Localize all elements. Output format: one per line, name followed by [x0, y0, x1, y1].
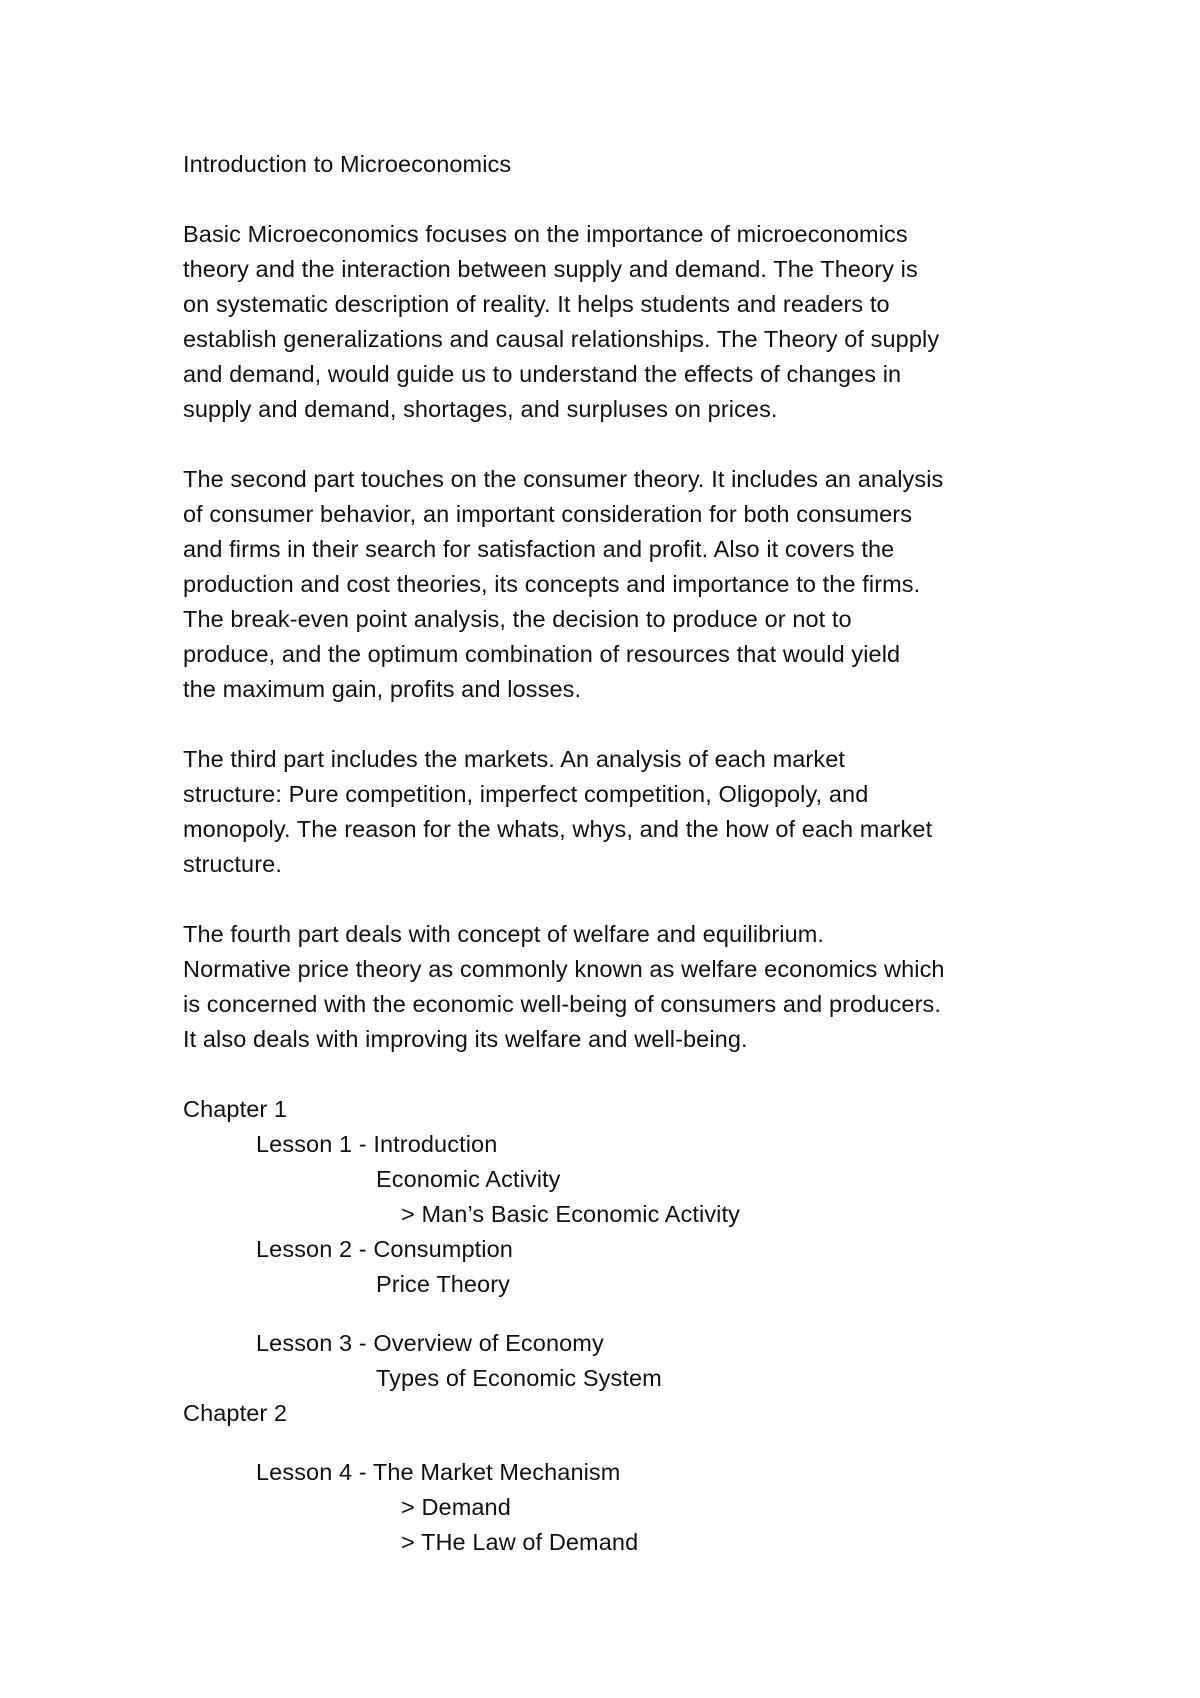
chapter-heading: Chapter 1	[183, 1096, 288, 1122]
paragraph-line: It also deals with improving its welfare and well-being.	[183, 1026, 748, 1052]
paragraph-line: establish generalizations and causal relationships. The Theory of supply	[183, 326, 940, 352]
paragraph-line: The break-even point analysis, the decision to produce or not to	[183, 606, 852, 632]
chapter-heading: Chapter 2	[183, 1400, 288, 1426]
paragraph-line: and firms in their search for satisfaction and profit. Also it covers the	[183, 536, 895, 562]
paragraph-line: the maximum gain, profits and losses.	[183, 676, 582, 702]
paragraph-line: of consumer behavior, an important consideration for both consumers	[183, 501, 913, 527]
lesson-topic: Economic Activity	[376, 1166, 561, 1192]
paragraph-line: supply and demand, shortages, and surpluses on prices.	[183, 396, 778, 422]
paragraph-line: structure: Pure competition, imperfect competition, Oligopoly, and	[183, 781, 869, 807]
paragraph-line: and demand, would guide us to understand the effects of changes in	[183, 361, 902, 387]
paragraph-third-part	[183, 742, 1083, 882]
paragraph-line: The fourth part deals with concept of welfare and equilibrium.	[183, 921, 825, 947]
paragraph-line: Basic Microeconomics focuses on the importance of microeconomics	[183, 221, 908, 247]
paragraph-line: monopoly. The reason for the whats, whys, and the how of each market	[183, 816, 933, 842]
lesson-item: Lesson 2 - Consumption	[256, 1236, 513, 1262]
lesson-topic: Types of Economic System	[376, 1365, 662, 1391]
lesson-subtopic: > Demand	[401, 1494, 511, 1520]
paragraph-line: theory and the interaction between supply and demand. The Theory is	[183, 256, 918, 282]
lesson-item: Lesson 3 - Overview of Economy	[256, 1330, 604, 1356]
paragraph-line: The second part touches on the consumer theory. It includes an analysis	[183, 466, 944, 492]
paragraph-line: produce, and the optimum combination of resources that would yield	[183, 641, 901, 667]
lesson-item: Lesson 1 - Introduction	[256, 1131, 498, 1157]
paragraph-line: The third part includes the markets. An analysis of each market	[183, 746, 846, 772]
lesson-subtopic: > THe Law of Demand	[401, 1529, 639, 1555]
paragraph-line: production and cost theories, its concepts and importance to the firms.	[183, 571, 921, 597]
document-content	[183, 147, 1083, 1560]
paragraph-line: Normative price theory as commonly known as welfare economics which	[183, 956, 945, 982]
paragraph-line: structure.	[183, 851, 282, 877]
paragraph-line: is concerned with the economic well-being of consumers and producers.	[183, 991, 941, 1017]
paragraph-line: on systematic description of reality. It helps students and readers to	[183, 291, 890, 317]
lesson-topic: Price Theory	[376, 1271, 510, 1297]
document-title: Introduction to Microeconomics	[183, 151, 512, 177]
paragraph-intro	[183, 217, 1083, 427]
paragraph-second-part	[183, 462, 1083, 707]
lesson-item: Lesson 4 - The Market Mechanism	[256, 1459, 621, 1485]
course-outline	[183, 1092, 1083, 1560]
paragraph-fourth-part	[183, 917, 1083, 1057]
lesson-subtopic: > Man’s Basic Economic Activity	[401, 1201, 740, 1227]
